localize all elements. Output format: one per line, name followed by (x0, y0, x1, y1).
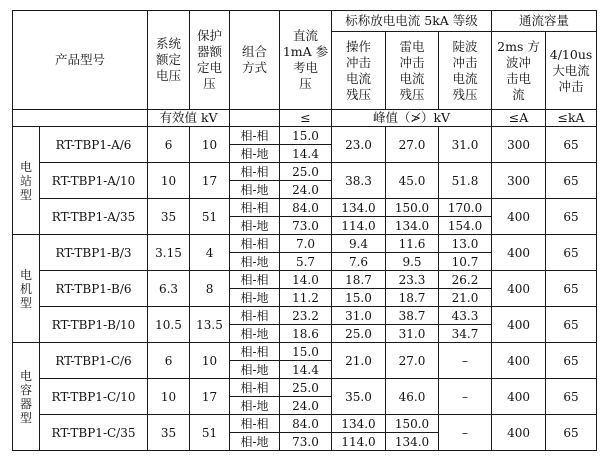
steep-residual-cell: 31.0 (439, 127, 492, 163)
dc-reference-cell: 7.0 (280, 235, 332, 253)
steep-residual-cell: 26.2 (439, 271, 492, 289)
dc-reference-cell: 11.2 (280, 289, 332, 307)
system-voltage-cell: 35 (148, 199, 190, 235)
steep-residual-cell: 34.7 (439, 325, 492, 343)
steep-residual-cell: 10.7 (439, 253, 492, 271)
dc-reference-cell: 73.0 (280, 433, 332, 451)
model-cell: RT-TBP1-B/3 (40, 235, 148, 271)
system-voltage-cell: 35 (148, 415, 190, 451)
lightning-residual-cell: 46.0 (386, 379, 439, 415)
category-label: 电 机 型 (13, 235, 40, 343)
lightning-residual-cell: 134.0 (386, 433, 439, 451)
operating-residual-cell: 25.0 (332, 325, 386, 343)
model-cell: RT-TBP1-A/35 (40, 199, 148, 235)
operating-residual-cell: 18.7 (332, 271, 386, 289)
header-steep-wave: 陡波 冲击 电流 残压 (439, 32, 492, 110)
operating-residual-cell: 15.0 (332, 289, 386, 307)
arrester-voltage-cell: 4 (190, 235, 230, 271)
dc-reference-cell: 14.4 (280, 361, 332, 379)
operating-residual-cell: 134.0 (332, 415, 386, 433)
combination-cell: 相-相 (230, 379, 280, 397)
system-voltage-cell: 6.3 (148, 271, 190, 307)
combination-cell: 相-地 (230, 433, 280, 451)
category-label: 电 容 器 型 (13, 343, 40, 451)
square-wave-cell: 400 (492, 343, 546, 379)
dc-reference-cell: 14.0 (280, 271, 332, 289)
combination-cell: 相-地 (230, 217, 280, 235)
system-voltage-cell: 6 (148, 127, 190, 163)
combination-cell: 相-地 (230, 145, 280, 163)
square-wave-cell: 300 (492, 127, 546, 163)
steep-residual-cell: 170.0 (439, 199, 492, 217)
high-current-cell: 65 (546, 235, 597, 271)
arrester-spec-table (12, 10, 597, 451)
unit-peak: 峰值（≯）kV (332, 110, 492, 127)
lightning-residual-cell: 23.3 (386, 271, 439, 289)
high-current-cell: 65 (546, 343, 597, 379)
table-row (13, 379, 597, 397)
arrester-voltage-cell: 8 (190, 271, 230, 307)
combination-cell: 相-相 (230, 163, 280, 181)
unit-le-a: ≤A (492, 110, 546, 127)
table-row (13, 199, 597, 217)
high-current-cell: 65 (546, 415, 597, 451)
combination-cell: 相-相 (230, 127, 280, 145)
combination-cell: 相-相 (230, 199, 280, 217)
unit-le-ka: ≤kA (546, 110, 597, 127)
dc-reference-cell: 84.0 (280, 415, 332, 433)
steep-residual-cell: 51.8 (439, 163, 492, 199)
operating-residual-cell: 35.0 (332, 379, 386, 415)
model-cell: RT-TBP1-C/35 (40, 415, 148, 451)
high-current-cell: 65 (546, 163, 597, 199)
header-dc-reference: 直流 1mA 参 考电 压 (280, 11, 332, 110)
operating-residual-cell: 38.3 (332, 163, 386, 199)
table-row (13, 343, 597, 361)
dc-reference-cell: 15.0 (280, 343, 332, 361)
high-current-cell: 65 (546, 199, 597, 235)
unit-rms-kv: 有效值 kV (148, 110, 230, 127)
table-row (13, 127, 597, 145)
operating-residual-cell: 134.0 (332, 199, 386, 217)
model-cell: RT-TBP1-C/10 (40, 379, 148, 415)
operating-residual-cell: 21.0 (332, 343, 386, 379)
arrester-voltage-cell: 10 (190, 343, 230, 379)
system-voltage-cell: 6 (148, 343, 190, 379)
combination-cell: 相-相 (230, 343, 280, 361)
high-current-cell: 65 (546, 307, 597, 343)
high-current-cell: 65 (546, 271, 597, 307)
operating-residual-cell: 31.0 (332, 307, 386, 325)
lightning-residual-cell: 27.0 (386, 343, 439, 379)
operating-residual-cell: 23.0 (332, 127, 386, 163)
dc-reference-cell: 15.0 (280, 127, 332, 145)
lightning-residual-cell: 38.7 (386, 307, 439, 325)
header-rated-voltage: 系统 额定 电压 (148, 11, 190, 110)
steep-residual-cell: 21.0 (439, 289, 492, 307)
model-cell: RT-TBP1-B/10 (40, 307, 148, 343)
system-voltage-cell: 10.5 (148, 307, 190, 343)
lightning-residual-cell: 27.0 (386, 127, 439, 163)
system-voltage-cell: 3.15 (148, 235, 190, 271)
combination-cell: 相-地 (230, 325, 280, 343)
steep-residual-cell: 43.3 (439, 307, 492, 325)
combination-cell: 相-地 (230, 397, 280, 415)
header-protective-voltage: 保护 器额 定电 压 (190, 11, 230, 110)
operating-residual-cell: 114.0 (332, 217, 386, 235)
table-row (13, 307, 597, 325)
combination-cell: 相-相 (230, 415, 280, 433)
operating-residual-cell: 114.0 (332, 433, 386, 451)
header-high-current: 4/10us 大电流 冲击 (546, 32, 597, 110)
square-wave-cell: 400 (492, 379, 546, 415)
combination-cell: 相-地 (230, 253, 280, 271)
combination-cell: 相-地 (230, 289, 280, 307)
model-cell: RT-TBP1-A/10 (40, 163, 148, 199)
square-wave-cell: 400 (492, 235, 546, 271)
table-body (13, 127, 597, 451)
system-voltage-cell: 10 (148, 379, 190, 415)
combination-cell: 相-相 (230, 271, 280, 289)
table-row (13, 271, 597, 289)
lightning-residual-cell: 150.0 (386, 415, 439, 433)
arrester-voltage-cell: 17 (190, 379, 230, 415)
table-row (13, 235, 597, 253)
square-wave-cell: 400 (492, 271, 546, 307)
header-lightning-impulse: 雷电 冲击 电流 残压 (386, 32, 439, 110)
combination-cell: 相-相 (230, 235, 280, 253)
dc-reference-cell: 25.0 (280, 379, 332, 397)
square-wave-cell: 400 (492, 307, 546, 343)
model-cell: RT-TBP1-B/6 (40, 271, 148, 307)
lightning-residual-cell: 18.7 (386, 289, 439, 307)
header-combination: 组合 方式 (230, 11, 280, 110)
header-square-wave: 2ms 方 波冲 击电 流 (492, 32, 546, 110)
lightning-residual-cell: 9.5 (386, 253, 439, 271)
arrester-voltage-cell: 17 (190, 163, 230, 199)
table-row (13, 415, 597, 433)
combination-cell: 相-相 (230, 307, 280, 325)
high-current-cell: 65 (546, 379, 597, 415)
units-spacer (13, 110, 148, 127)
square-wave-cell: 400 (492, 415, 546, 451)
lightning-residual-cell: 45.0 (386, 163, 439, 199)
combination-cell: 相-地 (230, 361, 280, 379)
dc-reference-cell: 23.2 (280, 307, 332, 325)
dc-reference-cell: 14.4 (280, 145, 332, 163)
model-cell: RT-TBP1-C/6 (40, 343, 148, 379)
steep-residual-cell: – (439, 343, 492, 379)
unit-combo-spacer (230, 110, 280, 127)
square-wave-cell: 300 (492, 163, 546, 199)
arrester-voltage-cell: 13.5 (190, 307, 230, 343)
steep-residual-cell: 154.0 (439, 217, 492, 235)
lightning-residual-cell: 150.0 (386, 199, 439, 217)
dc-reference-cell: 84.0 (280, 199, 332, 217)
lightning-residual-cell: 134.0 (386, 217, 439, 235)
header-operating-impulse: 操作 冲击 电流 残压 (332, 32, 386, 110)
table-row (13, 163, 597, 181)
unit-le: ≤ (280, 110, 332, 127)
arrester-voltage-cell: 10 (190, 127, 230, 163)
dc-reference-cell: 24.0 (280, 181, 332, 199)
category-label: 电 站 型 (13, 127, 40, 235)
arrester-voltage-cell: 51 (190, 415, 230, 451)
steep-residual-cell: – (439, 415, 492, 451)
system-voltage-cell: 10 (148, 163, 190, 199)
high-current-cell: 65 (546, 127, 597, 163)
lightning-residual-cell: 31.0 (386, 325, 439, 343)
arrester-voltage-cell: 51 (190, 199, 230, 235)
dc-reference-cell: 25.0 (280, 163, 332, 181)
square-wave-cell: 400 (492, 199, 546, 235)
dc-reference-cell: 18.6 (280, 325, 332, 343)
model-cell: RT-TBP1-A/6 (40, 127, 148, 163)
lightning-residual-cell: 11.6 (386, 235, 439, 253)
steep-residual-cell: – (439, 379, 492, 415)
combination-cell: 相-地 (230, 181, 280, 199)
header-residual-group: 标称放电电流 5kA 等级 (332, 11, 492, 32)
dc-reference-cell: 73.0 (280, 217, 332, 235)
operating-residual-cell: 7.6 (332, 253, 386, 271)
dc-reference-cell: 24.0 (280, 397, 332, 415)
steep-residual-cell: 13.0 (439, 235, 492, 253)
operating-residual-cell: 9.4 (332, 235, 386, 253)
header-current-capacity: 通流容量 (492, 11, 597, 32)
header-product-model: 产品型号 (13, 11, 148, 110)
dc-reference-cell: 5.7 (280, 253, 332, 271)
